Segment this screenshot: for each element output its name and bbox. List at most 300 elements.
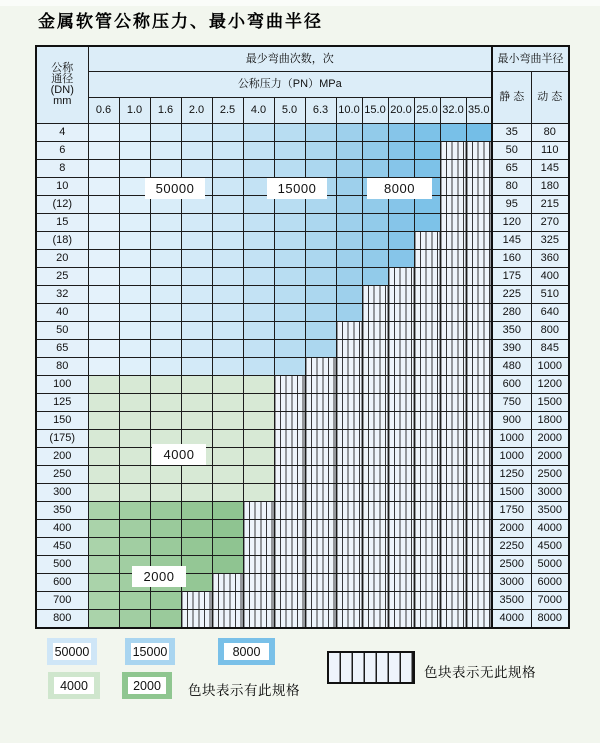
spec-cell — [119, 484, 150, 502]
spec-cell — [243, 340, 274, 358]
no-spec-cell — [414, 592, 440, 610]
no-spec-cell — [466, 484, 492, 502]
no-spec-cell — [274, 412, 305, 430]
spec-cell — [305, 286, 336, 304]
no-spec-cell — [414, 412, 440, 430]
no-spec-cell — [440, 592, 466, 610]
table-row — [36, 448, 569, 466]
spec-cell — [150, 142, 181, 160]
no-spec-cell — [362, 376, 388, 394]
bend-count-header: 最少弯曲次数，次 — [88, 46, 492, 72]
spec-cell — [119, 160, 150, 178]
table-row — [36, 322, 569, 340]
no-spec-cell — [274, 394, 305, 412]
table-row — [36, 340, 569, 358]
spec-cell — [388, 232, 414, 250]
spec-cell — [88, 556, 119, 574]
spec-cell — [212, 340, 243, 358]
static-radius-cell: 750 — [492, 394, 531, 412]
dynamic-radius-cell: 800 — [531, 322, 569, 340]
no-spec-cell — [466, 286, 492, 304]
spec-cell — [119, 214, 150, 232]
pressure-col-header: 2.5 — [212, 98, 243, 124]
spec-cell — [88, 304, 119, 322]
spec-cell — [336, 142, 362, 160]
no-spec-cell — [466, 610, 492, 629]
legend-swatch-label: 15000 — [132, 644, 168, 659]
spec-cell — [274, 250, 305, 268]
static-radius-cell: 1750 — [492, 502, 531, 520]
no-spec-cell — [440, 376, 466, 394]
dn-cell: 150 — [36, 412, 88, 430]
no-spec-cell — [274, 592, 305, 610]
spec-cell — [212, 124, 243, 142]
no-spec-cell — [362, 448, 388, 466]
dynamic-radius-cell: 510 — [531, 286, 569, 304]
no-spec-cell — [388, 484, 414, 502]
static-radius-cell: 225 — [492, 286, 531, 304]
dn-cell: 450 — [36, 538, 88, 556]
table-row — [36, 610, 569, 629]
no-spec-cell — [274, 430, 305, 448]
no-spec-cell — [466, 556, 492, 574]
spec-cell — [212, 520, 243, 538]
spec-cell — [88, 394, 119, 412]
table-row — [36, 286, 569, 304]
spec-cell — [150, 538, 181, 556]
spec-cell — [243, 232, 274, 250]
dynamic-radius-cell: 110 — [531, 142, 569, 160]
static-radius-cell: 145 — [492, 232, 531, 250]
spec-cell — [181, 484, 212, 502]
no-spec-cell — [466, 448, 492, 466]
no-spec-cell — [440, 448, 466, 466]
spec-cell — [362, 268, 388, 286]
dn-cell: 8 — [36, 160, 88, 178]
legend-swatch-15000 — [125, 638, 175, 665]
no-spec-cell — [336, 592, 362, 610]
spec-cell — [243, 304, 274, 322]
table-row — [36, 358, 569, 376]
no-spec-cell — [440, 232, 466, 250]
no-spec-cell — [414, 286, 440, 304]
no-spec-cell — [274, 466, 305, 484]
no-spec-cell — [274, 574, 305, 592]
spec-cell — [336, 268, 362, 286]
spec-cell — [274, 304, 305, 322]
zone-label-50000: 50000 — [145, 178, 205, 199]
spec-cell — [336, 232, 362, 250]
no-spec-cell — [466, 574, 492, 592]
spec-cell — [212, 556, 243, 574]
no-spec-cell — [466, 412, 492, 430]
no-spec-cell — [440, 538, 466, 556]
no-spec-cell — [414, 448, 440, 466]
spec-cell — [150, 358, 181, 376]
spec-cell — [243, 160, 274, 178]
spec-cell — [88, 520, 119, 538]
table-row — [36, 430, 569, 448]
spec-cell — [362, 142, 388, 160]
spec-cell — [88, 448, 119, 466]
spec-cell — [181, 340, 212, 358]
dynamic-radius-cell: 1200 — [531, 376, 569, 394]
legend-swatch-label: 2000 — [128, 677, 166, 694]
no-spec-cell — [336, 610, 362, 629]
no-spec-cell — [362, 340, 388, 358]
spec-cell — [181, 268, 212, 286]
dynamic-radius-cell: 1500 — [531, 394, 569, 412]
no-spec-cell — [362, 412, 388, 430]
spec-cell — [212, 142, 243, 160]
no-spec-cell — [305, 592, 336, 610]
no-spec-cell — [212, 574, 243, 592]
no-spec-cell — [466, 340, 492, 358]
static-radius-cell: 600 — [492, 376, 531, 394]
no-spec-cell — [440, 142, 466, 160]
no-spec-cell — [414, 322, 440, 340]
no-spec-cell — [414, 304, 440, 322]
no-spec-cell — [212, 592, 243, 610]
spec-cell — [243, 448, 274, 466]
no-spec-cell — [466, 232, 492, 250]
no-spec-cell — [274, 502, 305, 520]
no-spec-cell — [388, 610, 414, 629]
spec-cell — [88, 322, 119, 340]
no-spec-cell — [388, 592, 414, 610]
table-row — [36, 142, 569, 160]
spec-cell — [243, 466, 274, 484]
spec-cell — [414, 124, 440, 142]
table-row — [36, 466, 569, 484]
spec-cell — [243, 142, 274, 160]
spec-cell — [119, 538, 150, 556]
spec-cell — [212, 304, 243, 322]
spec-cell — [150, 376, 181, 394]
spec-cell — [119, 286, 150, 304]
dynamic-radius-cell: 270 — [531, 214, 569, 232]
no-spec-cell — [362, 358, 388, 376]
table-row — [36, 520, 569, 538]
no-spec-cell — [414, 520, 440, 538]
spec-cell — [150, 340, 181, 358]
static-radius-cell: 1250 — [492, 466, 531, 484]
page-title: 金属软管公称压力、最小弯曲半径 — [38, 12, 323, 32]
spec-cell — [336, 304, 362, 322]
spec-cell — [88, 232, 119, 250]
no-spec-cell — [466, 502, 492, 520]
spec-cell — [274, 124, 305, 142]
spec-cell — [336, 214, 362, 232]
no-spec-cell — [414, 538, 440, 556]
spec-cell — [243, 286, 274, 304]
no-spec-cell — [362, 466, 388, 484]
spec-cell — [212, 358, 243, 376]
spec-cell — [274, 268, 305, 286]
no-spec-cell — [362, 610, 388, 629]
spec-cell — [336, 286, 362, 304]
spec-cell — [119, 142, 150, 160]
spec-cell — [243, 376, 274, 394]
no-spec-cell — [274, 376, 305, 394]
no-spec-cell — [336, 520, 362, 538]
no-spec-cell — [440, 394, 466, 412]
no-spec-cell — [440, 322, 466, 340]
spec-cell — [212, 502, 243, 520]
dn-cell: 20 — [36, 250, 88, 268]
spec-cell — [150, 322, 181, 340]
dn-cell: 80 — [36, 358, 88, 376]
spec-cell — [305, 214, 336, 232]
no-spec-cell — [362, 502, 388, 520]
no-spec-cell — [466, 304, 492, 322]
no-spec-cell — [388, 466, 414, 484]
spec-cell — [212, 232, 243, 250]
dynamic-radius-cell: 8000 — [531, 610, 569, 629]
dn-cell: 10 — [36, 178, 88, 196]
spec-cell — [388, 214, 414, 232]
spec-cell — [150, 250, 181, 268]
no-spec-cell — [414, 232, 440, 250]
dynamic-radius-cell: 80 — [531, 124, 569, 142]
no-spec-cell — [336, 448, 362, 466]
static-radius-cell: 4000 — [492, 610, 531, 629]
spec-cell — [88, 268, 119, 286]
no-spec-cell — [414, 268, 440, 286]
spec-cell — [150, 502, 181, 520]
spec-cell — [362, 214, 388, 232]
no-spec-cell — [336, 484, 362, 502]
spec-cell — [181, 394, 212, 412]
spec-cell — [181, 286, 212, 304]
no-spec-cell — [336, 322, 362, 340]
static-radius-cell: 3000 — [492, 574, 531, 592]
no-spec-cell — [440, 178, 466, 196]
dn-cell: 250 — [36, 466, 88, 484]
dynamic-radius-cell: 145 — [531, 160, 569, 178]
static-radius-cell: 1000 — [492, 430, 531, 448]
no-spec-cell — [336, 394, 362, 412]
spec-cell — [88, 340, 119, 358]
pressure-col-header: 25.0 — [414, 98, 440, 124]
no-spec-cell — [388, 502, 414, 520]
legend-swatch-8000 — [218, 638, 275, 665]
no-spec-cell — [305, 412, 336, 430]
no-spec-cell — [362, 556, 388, 574]
no-spec-cell — [440, 214, 466, 232]
no-spec-cell — [336, 376, 362, 394]
spec-cell — [362, 124, 388, 142]
no-spec-cell — [388, 448, 414, 466]
dn-cell: 400 — [36, 520, 88, 538]
spec-cell — [150, 610, 181, 629]
no-spec-cell — [181, 610, 212, 629]
no-spec-cell — [414, 610, 440, 629]
pressure-col-header: 6.3 — [305, 98, 336, 124]
dn-cell: 800 — [36, 610, 88, 629]
header-row-2 — [36, 72, 569, 98]
no-spec-cell — [243, 556, 274, 574]
dn-header: 公称 通径 (DN) mm — [36, 46, 88, 124]
no-spec-cell — [388, 376, 414, 394]
spec-cell — [119, 322, 150, 340]
dynamic-radius-cell: 7000 — [531, 592, 569, 610]
no-spec-cell — [414, 502, 440, 520]
pressure-col-header: 5.0 — [274, 98, 305, 124]
spec-cell — [88, 178, 119, 196]
dn-cell: 40 — [36, 304, 88, 322]
no-spec-cell — [305, 502, 336, 520]
spec-cell — [305, 268, 336, 286]
no-spec-cell — [336, 340, 362, 358]
spec-cell — [305, 340, 336, 358]
no-spec-cell — [243, 520, 274, 538]
spec-cell — [243, 430, 274, 448]
no-spec-cell — [440, 268, 466, 286]
spec-cell — [88, 214, 119, 232]
spec-cell — [212, 322, 243, 340]
spec-cell — [274, 322, 305, 340]
no-spec-cell — [388, 304, 414, 322]
dynamic-radius-cell: 1800 — [531, 412, 569, 430]
spec-cell — [181, 232, 212, 250]
spec-cell — [243, 124, 274, 142]
spec-cell — [212, 394, 243, 412]
spec-cell — [212, 448, 243, 466]
no-spec-cell — [440, 358, 466, 376]
spec-cell — [88, 160, 119, 178]
static-radius-cell: 480 — [492, 358, 531, 376]
no-spec-cell — [466, 178, 492, 196]
spec-cell — [212, 484, 243, 502]
dn-cell: 350 — [36, 502, 88, 520]
spec-cell — [274, 160, 305, 178]
spec-cell — [119, 304, 150, 322]
no-spec-cell — [414, 484, 440, 502]
dn-cell: 700 — [36, 592, 88, 610]
dynamic-radius-cell: 4000 — [531, 520, 569, 538]
spec-cell — [119, 340, 150, 358]
static-radius-cell: 280 — [492, 304, 531, 322]
no-spec-cell — [274, 556, 305, 574]
dynamic-radius-cell: 1000 — [531, 358, 569, 376]
static-radius-cell: 2250 — [492, 538, 531, 556]
dn-cell: 300 — [36, 484, 88, 502]
legend-swatch-label: 4000 — [54, 677, 94, 694]
spec-cell — [119, 610, 150, 629]
no-spec-cell — [305, 520, 336, 538]
spec-cell — [212, 412, 243, 430]
no-spec-cell — [388, 340, 414, 358]
static-radius-cell: 900 — [492, 412, 531, 430]
no-spec-cell — [274, 610, 305, 629]
spec-cell — [440, 124, 466, 142]
no-spec-cell — [440, 520, 466, 538]
static-radius-cell: 2000 — [492, 520, 531, 538]
spec-cell — [150, 124, 181, 142]
static-radius-cell: 50 — [492, 142, 531, 160]
spec-cell — [212, 250, 243, 268]
legend-has-spec-label: 色块表示有此规格 — [188, 683, 300, 698]
spec-cell — [119, 124, 150, 142]
spec-cell — [119, 466, 150, 484]
dn-cell: 500 — [36, 556, 88, 574]
spec-cell — [305, 142, 336, 160]
table-row — [36, 376, 569, 394]
dn-cell: 50 — [36, 322, 88, 340]
no-spec-cell — [414, 430, 440, 448]
spec-cell — [336, 178, 362, 196]
spec-cell — [88, 286, 119, 304]
no-spec-cell — [414, 376, 440, 394]
no-spec-cell — [440, 610, 466, 629]
spec-cell — [150, 268, 181, 286]
no-spec-cell — [305, 610, 336, 629]
dynamic-header: 动 态 — [531, 72, 569, 124]
spec-cell — [181, 160, 212, 178]
no-spec-cell — [440, 430, 466, 448]
spec-cell — [274, 232, 305, 250]
no-spec-cell — [466, 430, 492, 448]
header-row-pressures — [36, 98, 569, 124]
table-row — [36, 160, 569, 178]
spec-cell — [88, 412, 119, 430]
no-spec-cell — [440, 340, 466, 358]
spec-cell — [181, 322, 212, 340]
table-row — [36, 304, 569, 322]
no-spec-cell — [440, 574, 466, 592]
no-spec-cell — [414, 250, 440, 268]
dn-cell: 125 — [36, 394, 88, 412]
no-spec-cell — [388, 322, 414, 340]
pressure-col-header: 15.0 — [362, 98, 388, 124]
no-spec-cell — [336, 358, 362, 376]
dn-cell: 65 — [36, 340, 88, 358]
spec-cell — [212, 178, 243, 196]
static-radius-cell: 390 — [492, 340, 531, 358]
dn-cell: 4 — [36, 124, 88, 142]
no-spec-cell — [305, 358, 336, 376]
spec-cell — [274, 286, 305, 304]
spec-cell — [243, 412, 274, 430]
spec-cell — [88, 358, 119, 376]
dn-cell: (18) — [36, 232, 88, 250]
spec-cell — [88, 430, 119, 448]
pressure-col-header: 20.0 — [388, 98, 414, 124]
spec-cell — [88, 376, 119, 394]
spec-cell — [362, 232, 388, 250]
spec-cell — [150, 214, 181, 232]
dynamic-radius-cell: 360 — [531, 250, 569, 268]
spec-cell — [212, 538, 243, 556]
legend-hatch-sample — [327, 651, 415, 684]
spec-cell — [181, 124, 212, 142]
dynamic-radius-cell: 5000 — [531, 556, 569, 574]
spec-cell — [119, 592, 150, 610]
static-radius-cell: 120 — [492, 214, 531, 232]
spec-cell — [243, 268, 274, 286]
no-spec-cell — [414, 394, 440, 412]
no-spec-cell — [212, 610, 243, 629]
no-spec-cell — [362, 286, 388, 304]
static-radius-cell: 350 — [492, 322, 531, 340]
spec-table — [35, 45, 570, 629]
spec-cell — [119, 376, 150, 394]
no-spec-cell — [305, 484, 336, 502]
spec-cell — [150, 466, 181, 484]
no-spec-cell — [305, 448, 336, 466]
spec-cell — [150, 304, 181, 322]
